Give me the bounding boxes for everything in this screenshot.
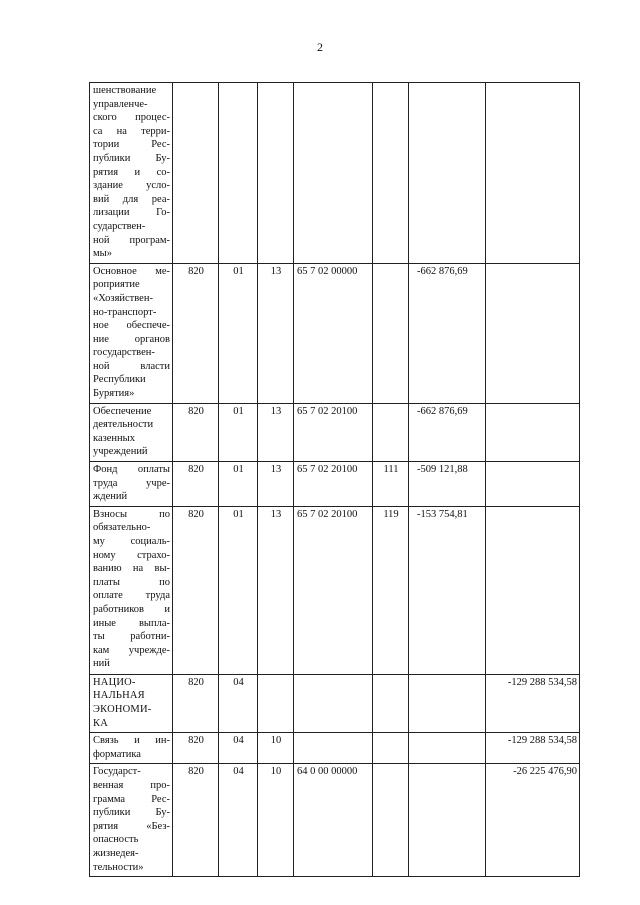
section-cell: 01 bbox=[219, 403, 258, 461]
expense-type-cell: 111 bbox=[373, 462, 409, 507]
row-name-line: Бурятия» bbox=[93, 388, 135, 400]
row-name-line: ского процес- bbox=[93, 112, 170, 124]
amount-cell bbox=[409, 674, 486, 732]
row-name-line: иные выпла- bbox=[93, 617, 170, 629]
amount-cell-2 bbox=[486, 83, 580, 264]
ved-cell: 820 bbox=[173, 403, 219, 461]
target-article-cell bbox=[294, 733, 373, 764]
amount-cell-2 bbox=[486, 403, 580, 461]
table-row bbox=[90, 83, 580, 264]
expense-type-cell: 119 bbox=[373, 506, 409, 674]
target-article-cell bbox=[294, 674, 373, 732]
expense-type-cell bbox=[373, 674, 409, 732]
amount-cell-2 bbox=[486, 462, 580, 507]
row-name-line: са на терри- bbox=[93, 125, 170, 137]
subsection-cell: 13 bbox=[258, 462, 294, 507]
row-name-line: Обеспечение bbox=[93, 405, 152, 417]
target-article-cell: 65 7 02 20100 bbox=[294, 506, 373, 674]
table-row bbox=[90, 674, 580, 732]
page-number: 2 bbox=[317, 40, 323, 54]
row-name-line: шенствование bbox=[93, 85, 157, 96]
row-name-line: кам учрежде- bbox=[93, 644, 170, 656]
row-name-cell bbox=[90, 462, 173, 507]
row-name-line: Государст- bbox=[93, 766, 141, 778]
row-name-line: казенных bbox=[93, 432, 135, 444]
row-name-line: вий для реа- bbox=[93, 193, 170, 205]
row-name-line: Фонд оплаты bbox=[93, 464, 170, 476]
subsection-cell: 13 bbox=[258, 506, 294, 674]
row-name-line: Основное ме- bbox=[93, 265, 170, 277]
ved-cell: 820 bbox=[173, 263, 219, 403]
subsection-cell: 10 bbox=[258, 764, 294, 877]
expense-type-cell bbox=[373, 733, 409, 764]
row-name-line: платы по bbox=[93, 576, 170, 588]
row-name-line: управленче- bbox=[93, 98, 148, 110]
expense-type-cell bbox=[373, 403, 409, 461]
ved-cell: 820 bbox=[173, 674, 219, 732]
row-name-line: роприятие bbox=[93, 279, 140, 291]
amount-cell-2: -129 288 534,58 bbox=[486, 733, 580, 764]
expense-type-cell bbox=[373, 263, 409, 403]
section-cell: 04 bbox=[219, 733, 258, 764]
amount-cell bbox=[409, 733, 486, 764]
target-article-cell: 65 7 02 00000 bbox=[294, 263, 373, 403]
row-name-line: ному страхо- bbox=[93, 549, 170, 561]
row-name-line: ты работни- bbox=[93, 631, 170, 643]
row-name-line: «Хозяйствен- bbox=[93, 292, 153, 304]
row-name-cell bbox=[90, 403, 173, 461]
row-name-line: лизации Го- bbox=[93, 207, 170, 219]
row-name-line: рятия «Без- bbox=[93, 820, 170, 832]
amount-cell bbox=[409, 83, 486, 264]
row-name-line: Республики bbox=[93, 374, 146, 386]
row-name-line: ной власти bbox=[93, 360, 170, 372]
row-name-line: му социаль- bbox=[93, 536, 170, 547]
table-row bbox=[90, 733, 580, 764]
row-name-line: ний bbox=[93, 658, 110, 670]
row-name-line: тельности» bbox=[93, 861, 144, 873]
amount-cell: -153 754,81 bbox=[409, 506, 486, 674]
row-name-cell bbox=[90, 764, 173, 877]
section-cell: 04 bbox=[219, 674, 258, 732]
section-cell: 01 bbox=[219, 506, 258, 674]
amount-cell: -509 121,88 bbox=[409, 462, 486, 507]
section-cell: 01 bbox=[219, 263, 258, 403]
ved-cell: 820 bbox=[173, 733, 219, 764]
row-name-line: рятия и со- bbox=[93, 166, 170, 178]
expense-type-cell bbox=[373, 764, 409, 877]
row-name-line: ное обеспече- bbox=[93, 320, 170, 332]
row-name-cell bbox=[90, 506, 173, 674]
table-row bbox=[90, 263, 580, 403]
table-row bbox=[90, 462, 580, 507]
row-name-line: тории Рес- bbox=[93, 139, 170, 151]
row-name-line: труда учре- bbox=[93, 477, 170, 489]
subsection-cell bbox=[258, 83, 294, 264]
row-name-line: государствен- bbox=[93, 347, 155, 359]
row-name-line: деятельности bbox=[93, 419, 154, 431]
subsection-cell bbox=[258, 674, 294, 732]
section-cell: 04 bbox=[219, 764, 258, 877]
row-name-cell bbox=[90, 674, 173, 732]
row-name-line: оплате труда bbox=[93, 590, 170, 602]
subsection-cell: 10 bbox=[258, 733, 294, 764]
row-name-line: венная про- bbox=[93, 779, 170, 791]
row-name-cell bbox=[90, 263, 173, 403]
target-article-cell: 65 7 02 20100 bbox=[294, 462, 373, 507]
row-name-line: публики Бу- bbox=[93, 807, 170, 819]
row-name-line: обязательно- bbox=[93, 522, 151, 534]
row-name-line: форматика bbox=[93, 748, 141, 760]
row-name-cell bbox=[90, 83, 173, 264]
row-name-line: ванию на вы- bbox=[93, 563, 170, 575]
row-name-line: КА bbox=[93, 717, 108, 729]
table-row bbox=[90, 764, 580, 877]
table-row bbox=[90, 403, 580, 461]
row-name-line: сударствен- bbox=[93, 220, 146, 232]
row-name-line: НАЛЬНАЯ bbox=[93, 690, 145, 702]
row-name-line: ждений bbox=[93, 491, 128, 503]
amount-cell: -662 876,69 bbox=[409, 403, 486, 461]
section-cell: 01 bbox=[219, 462, 258, 507]
ved-cell: 820 bbox=[173, 506, 219, 674]
row-name-line: НАЦИО- bbox=[93, 676, 136, 688]
amount-cell-2: -26 225 476,90 bbox=[486, 764, 580, 877]
ved-cell: 820 bbox=[173, 764, 219, 877]
amount-cell-2: -129 288 534,58 bbox=[486, 674, 580, 732]
subsection-cell: 13 bbox=[258, 403, 294, 461]
row-name-line: опасность bbox=[93, 834, 139, 846]
ved-cell: 820 bbox=[173, 462, 219, 507]
row-name-line: публики Бу- bbox=[93, 152, 170, 164]
amount-cell-2 bbox=[486, 506, 580, 674]
target-article-cell: 65 7 02 20100 bbox=[294, 403, 373, 461]
row-name-line: здание усло- bbox=[93, 180, 170, 192]
budget-table bbox=[89, 82, 580, 877]
row-name-line: Взносы по bbox=[93, 508, 170, 520]
row-name-line: ной програм- bbox=[93, 234, 170, 246]
target-article-cell: 64 0 00 00000 bbox=[294, 764, 373, 877]
row-name-line: жизнедея- bbox=[93, 847, 139, 859]
expense-type-cell bbox=[373, 83, 409, 264]
row-name-line: работников и bbox=[93, 603, 170, 615]
table-row bbox=[90, 506, 580, 674]
row-name-line: грамма Рес- bbox=[93, 793, 170, 805]
target-article-cell bbox=[294, 83, 373, 264]
amount-cell: -662 876,69 bbox=[409, 263, 486, 403]
amount-cell bbox=[409, 764, 486, 877]
row-name-line: мы» bbox=[93, 248, 112, 260]
row-name-line: Связь и ин- bbox=[93, 735, 170, 747]
row-name-line: ЭКОНОМИ- bbox=[93, 704, 152, 715]
row-name-line: но-транспорт- bbox=[93, 306, 157, 318]
row-name-line: ние органов bbox=[93, 333, 170, 345]
subsection-cell: 13 bbox=[258, 263, 294, 403]
amount-cell-2 bbox=[486, 263, 580, 403]
ved-cell bbox=[173, 83, 219, 264]
row-name-line: учреждений bbox=[93, 446, 148, 458]
row-name-cell bbox=[90, 733, 173, 764]
section-cell bbox=[219, 83, 258, 264]
